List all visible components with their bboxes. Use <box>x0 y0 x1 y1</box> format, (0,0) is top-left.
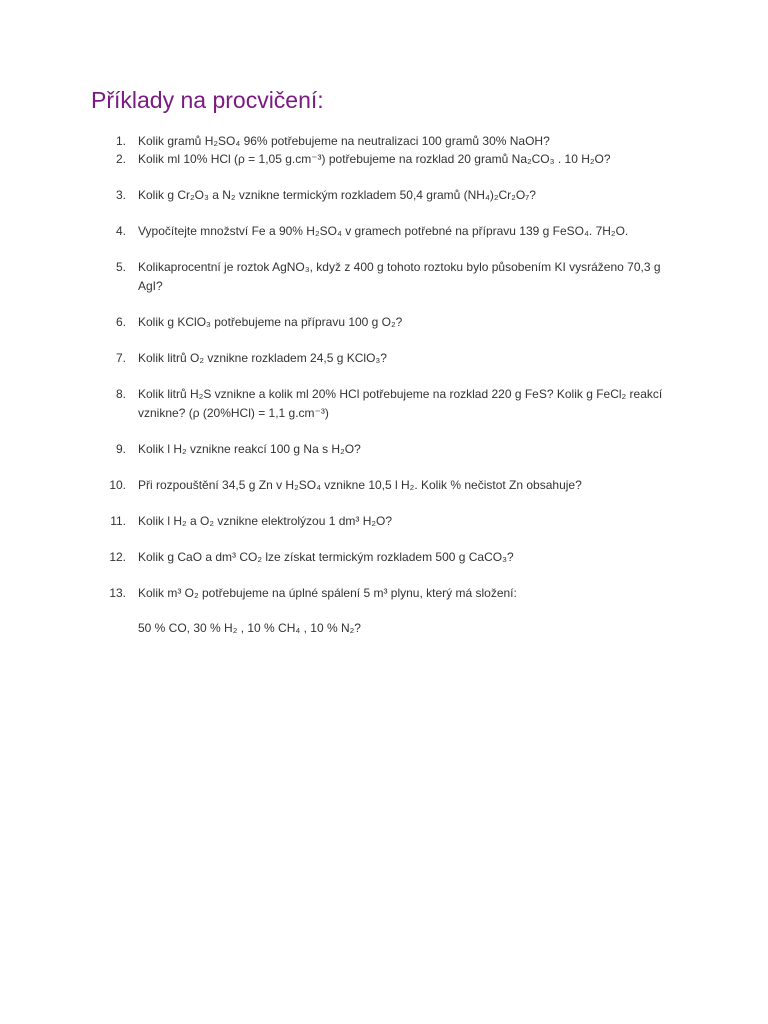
item-text: Kolik l H₂ a O₂ vznikne elektrolýzou 1 dm³ H₂O? <box>138 514 393 528</box>
item-number: 5. <box>115 260 126 274</box>
item-number: 10. <box>109 478 126 492</box>
item-text: Kolikaprocentní je roztok AgNO₃, když z 400 g tohoto roztoku bylo působením KI vysráženo 70,3 g AgI? <box>138 260 661 293</box>
item-number: 11. <box>110 514 126 528</box>
item-text: Kolik ml 10% HCl (ρ = 1,05 g.cm⁻³) potřebujeme na rozklad 20 gramů Na₂CO₃ . 10 H₂O? <box>138 152 611 166</box>
item-number: 6. <box>115 315 126 329</box>
item-number: 13. <box>109 586 126 600</box>
item-text: Vypočítejte množství Fe a 90% H₂SO₄ v gramech potřebné na přípravu 139 g FeSO₄. 7H₂O. <box>138 224 629 238</box>
item-number: 3. <box>115 188 126 202</box>
item-number: 7. <box>115 351 126 365</box>
item-text: Při rozpouštění 34,5 g Zn v H₂SO₄ vznikne 10,5 l H₂. Kolik % nečistot Zn obsahuje? <box>138 478 582 492</box>
item-text: Kolik g KClO₃ potřebujeme na přípravu 100 g O₂? <box>138 315 403 329</box>
item-text: Kolik litrů H₂S vznikne a kolik ml 20% HCl potřebujeme na rozklad 220 g FeS? Kolik g FeCl₂ reakcí vznikne? (ρ (20%HCl) = 1,1 g.cm⁻³) <box>138 387 663 420</box>
item-text: Kolik l H₂ vznikne reakcí 100 g Na s H₂O? <box>138 442 361 456</box>
item-text: Kolik g Cr₂O₃ a N₂ vznikne termickým rozkladem 50,4 gramů (NH₄)₂Cr₂O₇? <box>138 188 536 202</box>
item-text: Kolik litrů O₂ vznikne rozkladem 24,5 g KClO₃? <box>138 351 387 365</box>
item-text: Kolik gramů H₂SO₄ 96% potřebujeme na neutralizaci 100 gramů 30% NaOH? <box>138 134 550 148</box>
item-number: 8. <box>115 387 126 401</box>
item-number: 12. <box>109 550 126 564</box>
item-text: Kolik m³ O₂ potřebujeme na úplné spálení 5 m³ plynu, který má složení: <box>138 586 517 600</box>
item-text: Kolik g CaO a dm³ CO₂ lze získat termickým rozkladem 500 g CaCO₃? <box>138 550 514 564</box>
item-number: 2. <box>115 152 126 166</box>
gas-composition: 50 % CO, 30 % H₂ , 10 % CH₄ , 10 % N₂? <box>138 621 361 635</box>
item-number: 1. <box>115 134 126 148</box>
item-number: 9. <box>115 442 126 456</box>
page-title: Příklady na procvičení: <box>91 87 324 113</box>
item-number: 4. <box>115 224 126 238</box>
